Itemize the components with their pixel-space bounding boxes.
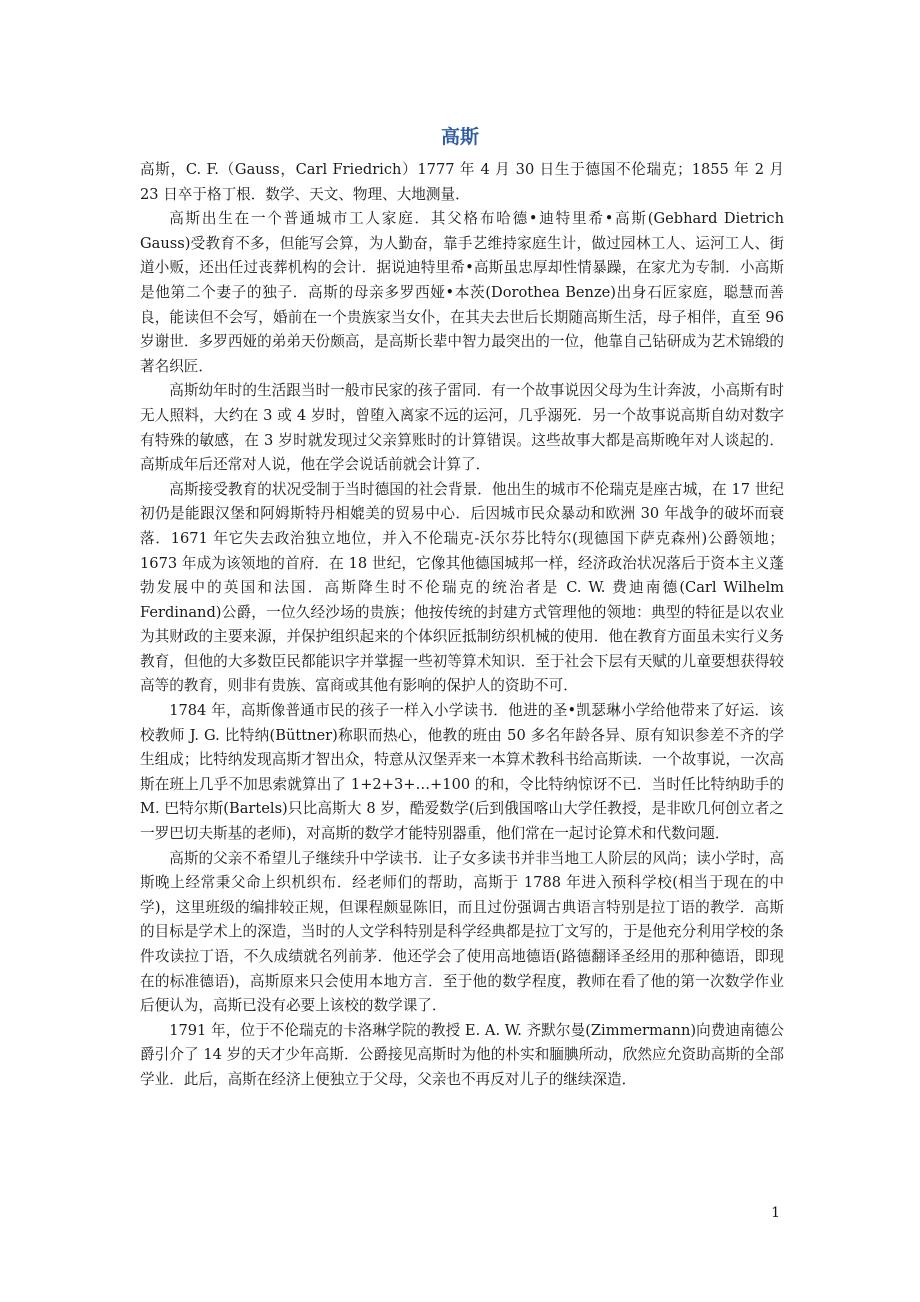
paragraph-secondary-school: 高斯的父亲不希望儿子继续升中学读书．让子女多读书并非当地工人阶层的风尚；读小学时，高斯晚上经常秉父命上织机织布．经老师们的帮助，高斯于 1788 年进入预科学校(相当于现在的中学)，这里班级的编排较正规，但课程颇显陈旧，而且过份强调古典语言特别是拉丁语的教学．高斯的目标是学术上的深造，当时的人文学科特别是科学经典都是拉丁文写的，于是他充分利用学校的条件攻读拉丁语，不久成绩就名列前茅．他还学会了使用高地德语(路德翻译圣经用的那种德语，即现在的标准德语)，高斯原来只会使用本地方言．至于他的数学程度，教师在看了他的第一次数学作业后便认为，高斯已没有必要上该校的数学课了． bbox=[140, 849, 784, 1015]
paragraph-social-background: 高斯接受教育的状况受制于当时德国的社会背景．他出生的城市不伦瑞克是座古城，在 17 世纪初仍是能跟汉堡和阿姆斯特丹相媲美的贸易中心．后因城市民众暴动和欧洲 30 年战争的破坏而衰落．1671 年它失去政治独立地位，并入不伦瑞克-沃尔芬比特尔(现德国下萨克森州)公爵领地；1673 年成为该领地的首府．在 18 世纪，它像其他德国城邦一样，经济政治状况落后于资本主义蓬勃发展中的英国和法国．高斯降生时不伦瑞克的统治者是 C. W. 费迪南德(Carl Wilhelm Ferdinand)公爵，一位久经沙场的贵族；他按传统的封建方式管理他的领地：典型的特征是以农业为其财政的主要来源，并保护组织起来的个体织匠抵制纺织机械的使用．他在教育方面虽未实行义务教育，但他的大多数臣民都能识字并掌握一些初等算术知识．至于社会下层有天赋的儿童要想获得较高等的教育，则非有贵族、富商或其他有影响的保护人的资助不可． bbox=[140, 480, 784, 695]
paragraph-family: 高斯出生在一个普通城市工人家庭．其父格布哈德•迪特里希•高斯(Gebhard Dietrich Gauss)受教育不多，但能写会算，为人勤奋，靠手艺维持家庭生计，做过园林工人、运河工人、街道小贩，还出任过丧葬机构的会计．据说迪特里希•高斯虽忠厚却性情暴躁，在家尤为专制．小高斯是他第二个妻子的独子．高斯的母亲多罗西娅•本茨(Dorothea Benze)出身石匠家庭，聪慧而善良，能读但不会写，婚前在一个贵族家当女仆，在其夫去世后长期随高斯生活，母子相伴，直至 96 岁谢世．多罗西娅的弟弟天份颇高，是高斯长辈中智力最突出的一位，他靠自己钻研成为艺术锦缎的著名织匠． bbox=[140, 210, 784, 375]
paragraph-intro: 高斯，C. F.（Gauss，Carl Friedrich）1777 年 4 月 30 日生于德国不伦瑞克；1855 年 2 月 23 日卒于格丁根．数学、天文、物理、大地测量． bbox=[140, 161, 784, 203]
document-body bbox=[140, 158, 784, 1093]
page-number: 1 bbox=[771, 1205, 780, 1221]
paragraph-childhood: 高斯幼年时的生活跟当时一般市民家的孩子雷同．有一个故事说因父母为生计奔波，小高斯有时无人照料，大约在 3 或 4 岁时，曾堕入离家不远的运河，几乎溺死．另一个故事说高斯自幼对数字有特殊的敏感，在 3 岁时就发现过父亲算账时的计算错误。这些故事大都是高斯晚年对人谈起的．高斯成年后还常对人说，他在学会说话前就会计算了． bbox=[140, 382, 784, 474]
document-title: 高斯 bbox=[440, 126, 479, 148]
paragraph-patronage: 1791 年，位于不伦瑞克的卡洛琳学院的教授 E. A. W. 齐默尔曼(Zimmermann)向费迪南德公爵引介了 14 岁的天才少年高斯．公爵接见高斯时为他的朴实和腼腆所动，欣然应允资助高斯的全部学业．此后，高斯在经济上便独立于父母，父亲也不再反对儿子的继续深造． bbox=[140, 1021, 784, 1088]
paragraph-primary-school: 1784 年，高斯像普通市民的孩子一样入小学读书．他进的圣•凯瑟琳小学给他带来了好运．该校教师 J. G. 比特纳(Büttner)称职而热心，他教的班由 50 多名年龄各异、原有知识参差不齐的学生组成；比特纳发现高斯才智出众，特意从汉堡弄来一本算术教科书给高斯读．一个故事说，一次高斯在班上几乎不加思索就算出了 1+2+3+…+100 的和，令比特纳惊讶不已．当时任比特纳助手的 M. 巴特尔斯(Bartels)只比高斯大 8 岁，酷爱数学(后到俄国喀山大学任教授，是非欧几何创立者之一罗巴切夫斯基的老师)，对高斯的数学才能特别器重，他们常在一起讨论算术和代数问题． bbox=[140, 702, 784, 843]
